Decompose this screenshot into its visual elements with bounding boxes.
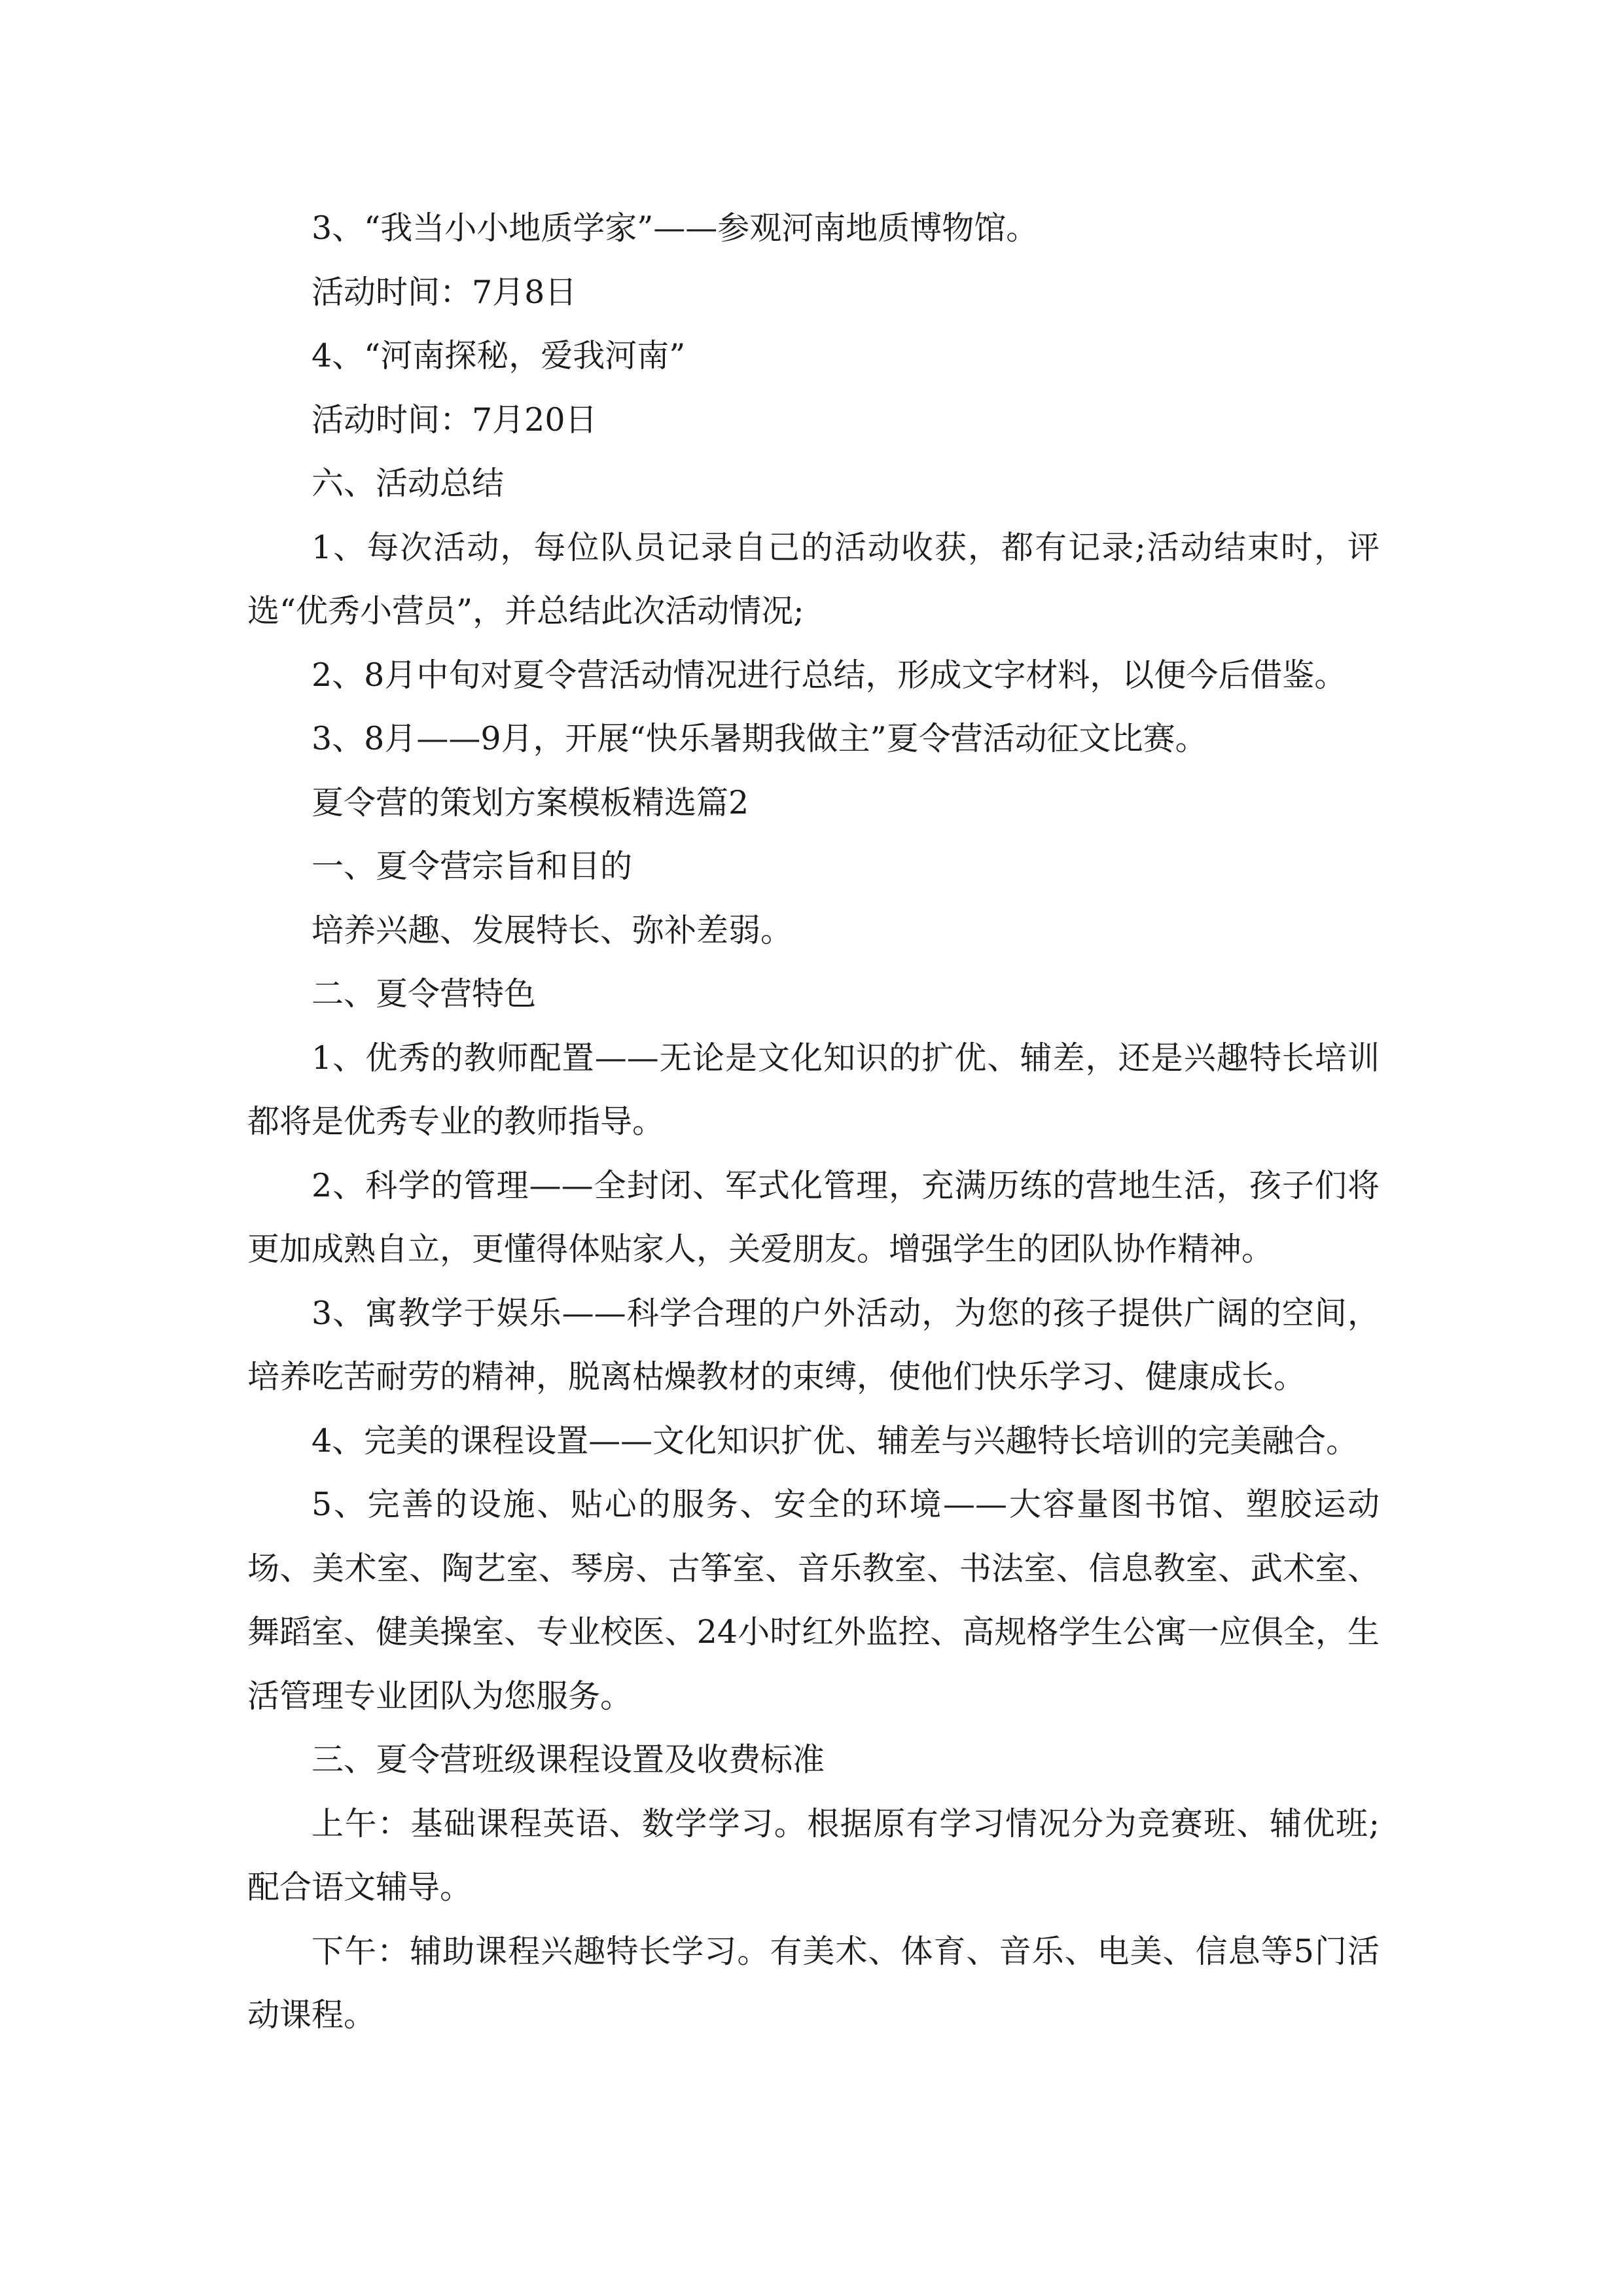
paragraph: 2、科学的管理——全封闭、军式化管理，充满历练的营地生活，孩子们将更加成熟自立，更懂得体贴家人，关爱朋友。增强学生的团队协作精神。 bbox=[247, 1166, 1380, 1268]
paragraph: 2、8月中旬对夏令营活动情况进行总结，形成文字材料，以便今后借鉴。 bbox=[312, 656, 1347, 694]
document-body bbox=[247, 196, 1380, 2047]
paragraph: 培养兴趣、发展特长、弥补差弱。 bbox=[312, 911, 793, 949]
paragraph: 1、每次活动，每位队员记录自己的活动收获，都有记录;活动结束时，评选“优秀小营员”，并总结此次活动情况; bbox=[247, 528, 1380, 630]
section-heading: 六、活动总结 bbox=[312, 465, 505, 502]
paragraph: 5、完善的设施、贴心的服务、安全的环境——大容量图书馆、塑胶运动场、美术室、陶艺室、琴房、古筝室、音乐教室、书法室、信息教室、武术室、舞蹈室、健美操室、专业校医、24小时红外监控、高规格学生公寓一应俱全，生活管理专业团队为您服务。 bbox=[247, 1486, 1380, 1715]
paragraph: 3、“我当小小地质学家”——参观河南地质博物馆。 bbox=[312, 209, 1039, 247]
paragraph: 上午：基础课程英语、数学学习。根据原有学习情况分为竞赛班、辅优班;配合语文辅导。 bbox=[247, 1804, 1380, 1906]
article-title: 夏令营的策划方案模板精选篇2 bbox=[312, 783, 749, 821]
section-heading: 一、夏令营宗旨和目的 bbox=[312, 848, 633, 885]
paragraph: 活动时间：7月8日 bbox=[312, 273, 577, 311]
paragraph: 下午：辅助课程兴趣特长学习。有美术、体育、音乐、电美、信息等5门活动课程。 bbox=[247, 1932, 1380, 2034]
paragraph: 3、寓教学于娱乐——科学合理的户外活动，为您的孩子提供广阔的空间，培养吃苦耐劳的精神，脱离枯燥教材的束缚，使他们快乐学习、健康成长。 bbox=[247, 1294, 1380, 1395]
section-heading: 二、夏令营特色 bbox=[312, 975, 537, 1013]
paragraph: 3、8月——9月，开展“快乐暑期我做主”夏令营活动征文比赛。 bbox=[312, 720, 1207, 757]
paragraph: 1、优秀的教师配置——无论是文化知识的扩优、辅差，还是兴趣特长培训都将是优秀专业的教师指导。 bbox=[247, 1039, 1380, 1140]
paragraph: 4、完美的课程设置——文化知识扩优、辅差与兴趣特长培训的完美融合。 bbox=[312, 1422, 1359, 1460]
section-heading: 三、夏令营班级课程设置及收费标准 bbox=[312, 1741, 825, 1778]
paragraph: 活动时间：7月20日 bbox=[312, 401, 597, 439]
paragraph: 4、“河南探秘，爱我河南” bbox=[312, 337, 686, 374]
